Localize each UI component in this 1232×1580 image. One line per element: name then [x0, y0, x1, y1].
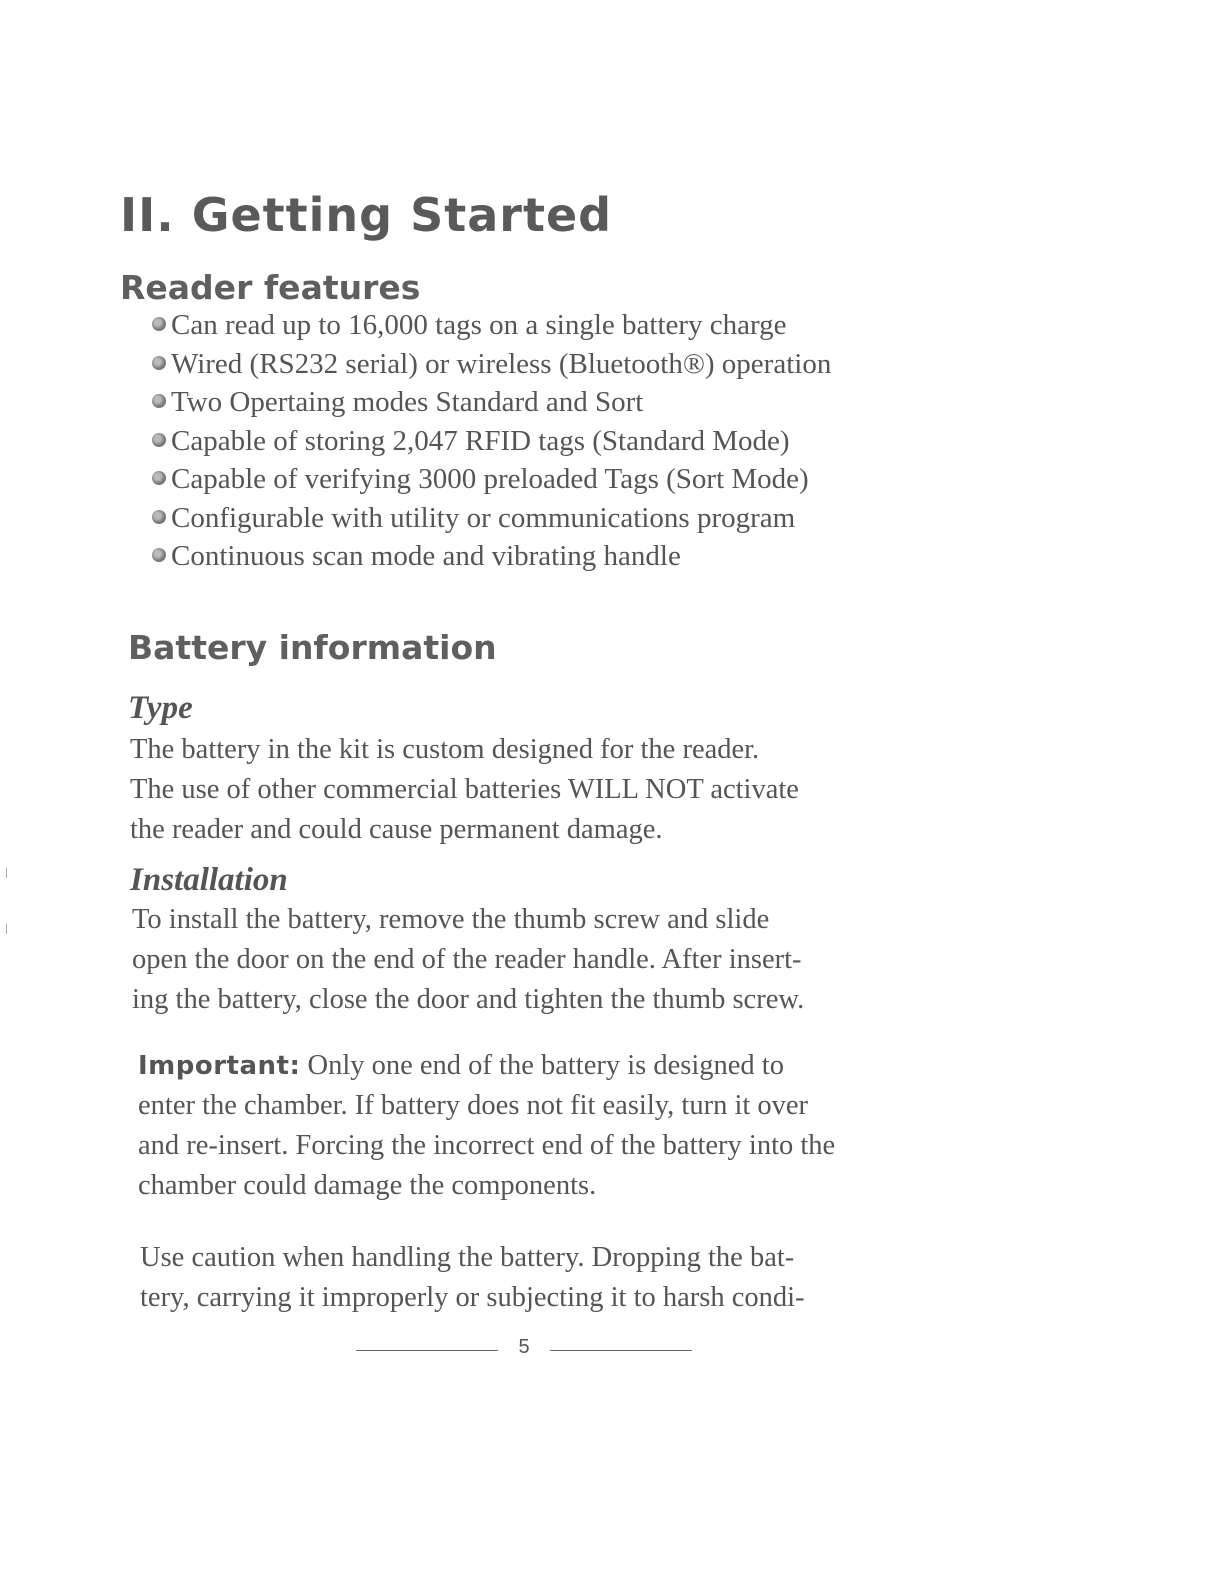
installation-subheading: Installation: [130, 862, 288, 898]
paragraph-line: open the door on the end of the reader handle. After insert-: [132, 944, 802, 975]
bullet-icon: [152, 510, 166, 524]
list-item: Continuous scan mode and vibrating handle: [152, 537, 831, 576]
paragraph-line: Use caution when handling the battery. Dropping the bat-: [140, 1242, 795, 1273]
footer-rule-right: [550, 1350, 692, 1351]
footer-rule-left: [356, 1350, 498, 1351]
list-item: Configurable with utility or communications program: [152, 499, 831, 538]
scan-mark: [6, 924, 7, 934]
paragraph-line: The battery in the kit is custom designed for the reader.: [130, 734, 760, 765]
type-subheading: Type: [128, 690, 193, 726]
bullet-icon: [152, 317, 166, 331]
list-item: Can read up to 16,000 tags on a single battery charge: [152, 306, 831, 345]
paragraph-line: ing the battery, close the door and tighten the thumb screw.: [132, 984, 805, 1015]
list-item: Capable of storing 2,047 RFID tags (Standard Mode): [152, 422, 831, 461]
important-paragraph: [138, 1046, 835, 1206]
page-number: 5: [518, 1336, 530, 1358]
bullet-icon: [152, 471, 166, 485]
page-footer: [0, 1336, 1232, 1366]
paragraph-line: and re-insert. Forcing the incorrect end of the battery into the: [138, 1130, 836, 1161]
paragraph-line: the reader and could cause permanent damage.: [130, 814, 663, 845]
reader-features-list: [152, 306, 831, 576]
type-paragraph: [130, 730, 799, 850]
bullet-icon: [152, 356, 166, 370]
important-label: Important:: [138, 1051, 301, 1081]
paragraph-line: tery, carrying it improperly or subjecting it to harsh condi-: [140, 1282, 805, 1313]
chapter-title: II. Getting Started: [120, 188, 613, 242]
bullet-icon: [152, 394, 166, 408]
battery-information-heading: Battery information: [128, 628, 497, 667]
bullet-icon: [152, 548, 166, 562]
paragraph-line: The use of other commercial batteries WILL NOT activate: [130, 774, 799, 805]
installation-paragraph: [132, 900, 804, 1020]
reader-features-heading: Reader features: [120, 268, 421, 307]
paragraph-line: Important: Only one end of the battery is designed to: [138, 1050, 784, 1081]
list-item: Two Opertaing modes Standard and Sort: [152, 383, 831, 422]
paragraph-line: chamber could damage the components.: [138, 1170, 597, 1201]
list-item: Capable of verifying 3000 preloaded Tags (Sort Mode): [152, 460, 831, 499]
paragraph-line: To install the battery, remove the thumb screw and slide: [132, 904, 770, 935]
paragraph-line: enter the chamber. If battery does not fit easily, turn it over: [138, 1090, 809, 1121]
scan-mark: [6, 868, 7, 878]
list-item: Wired (RS232 serial) or wireless (Bluetooth®) operation: [152, 345, 831, 384]
bullet-icon: [152, 433, 166, 447]
caution-paragraph: [140, 1238, 805, 1318]
